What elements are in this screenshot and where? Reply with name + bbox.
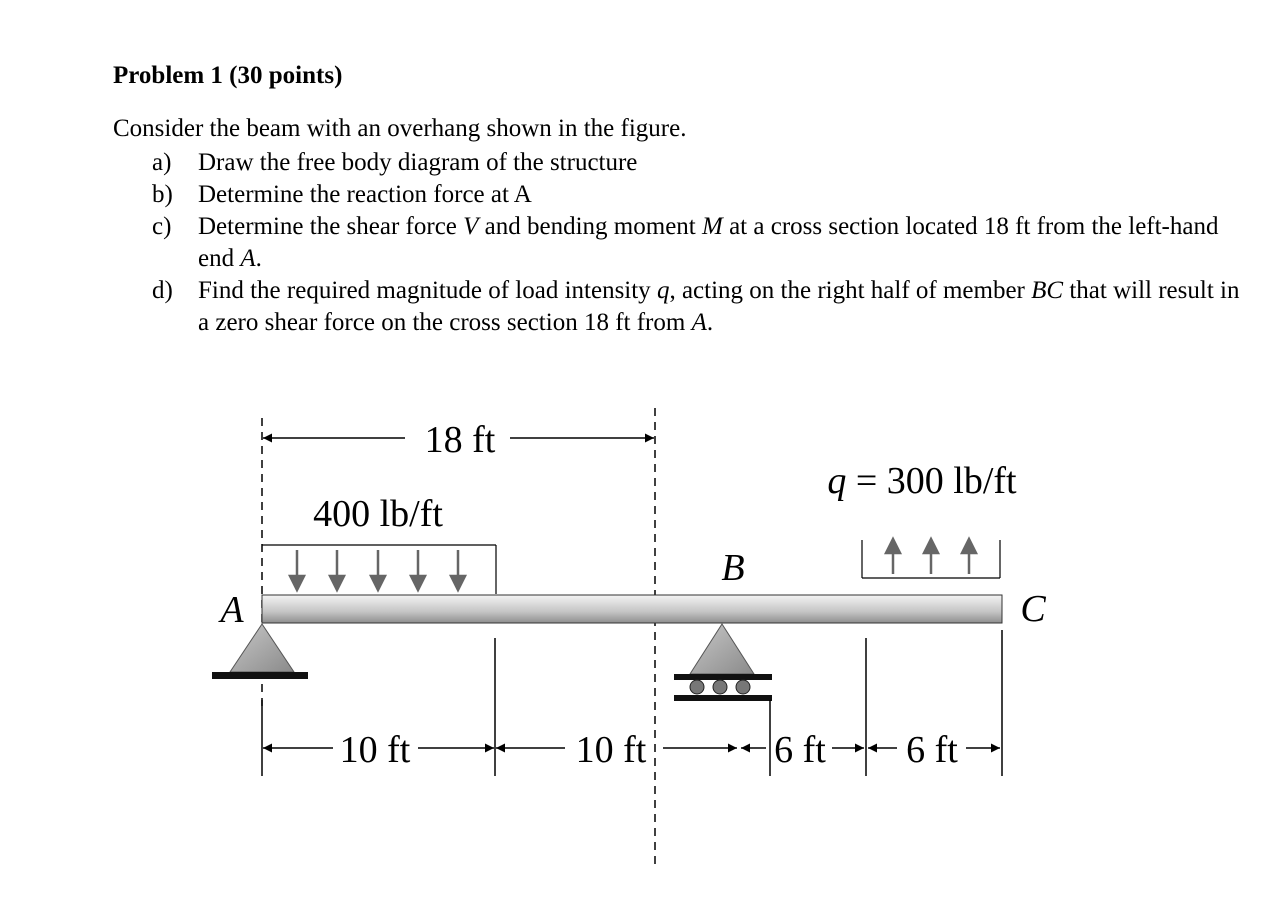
text-run: that will result in a zero shear force on the cross section 18 ft from xyxy=(198,277,1240,336)
question-text: Determine the reaction force at A xyxy=(198,181,532,208)
variable-m: M xyxy=(702,213,723,240)
question-d xyxy=(152,275,1252,339)
variable-v: V xyxy=(463,213,479,240)
q-value: = 300 lb/ft xyxy=(846,460,1017,502)
question-text xyxy=(198,277,1239,336)
down-arrows xyxy=(290,550,465,590)
label-a: A xyxy=(220,589,244,631)
question-label: b) xyxy=(152,181,173,208)
dim-label-ab-right: 10 ft xyxy=(575,729,647,771)
dim-label-bc-right: 6 ft xyxy=(906,729,958,771)
text-run: . xyxy=(706,309,714,336)
question-c xyxy=(152,211,1252,275)
text-run: at a cross section located 18 ft from the left-hand end xyxy=(198,213,1219,272)
dim-label-bc-left: 6 ft xyxy=(774,729,826,771)
text-run: and bending moment xyxy=(478,213,702,240)
right-load-label xyxy=(827,460,1017,502)
text-run: Determine the shear force xyxy=(198,213,464,240)
question-label: c) xyxy=(152,213,172,240)
distributed-load-right xyxy=(827,460,1017,578)
variable-a: A xyxy=(691,309,707,336)
question-text xyxy=(198,213,1218,272)
member-bc: BC xyxy=(1031,277,1064,304)
left-load-label: 400 lb/ft xyxy=(313,493,443,535)
question-a xyxy=(152,147,1252,179)
variable-q: q xyxy=(656,277,670,304)
problem-title: Problem 1 (30 points) xyxy=(113,62,343,89)
distributed-load-left xyxy=(262,493,496,594)
variable-a: A xyxy=(240,245,256,272)
dim-label-ab-left: 10 ft xyxy=(339,729,411,771)
question-b xyxy=(152,179,1252,211)
label-c: C xyxy=(1020,588,1046,630)
question-text: Draw the free body diagram of the structure xyxy=(198,149,638,176)
text-run: . xyxy=(255,245,262,272)
problem-intro: Consider the beam with an overhang shown in the figure. xyxy=(113,115,687,142)
q-variable: q xyxy=(827,460,847,502)
up-arrows xyxy=(886,539,976,574)
question-label: a) xyxy=(152,149,172,176)
question-label: d) xyxy=(152,277,173,304)
pin-support-a xyxy=(212,624,308,679)
text-run: Find the required magnitude of load intensity xyxy=(198,277,657,304)
text-run: , acting on the right half of member xyxy=(669,277,1032,304)
roller-support-b xyxy=(674,624,772,701)
question-list xyxy=(152,147,1252,339)
top-dimension-label: 18 ft xyxy=(424,419,496,461)
beam xyxy=(262,595,1002,623)
label-b: B xyxy=(721,547,745,589)
beam-figure xyxy=(0,380,1284,903)
